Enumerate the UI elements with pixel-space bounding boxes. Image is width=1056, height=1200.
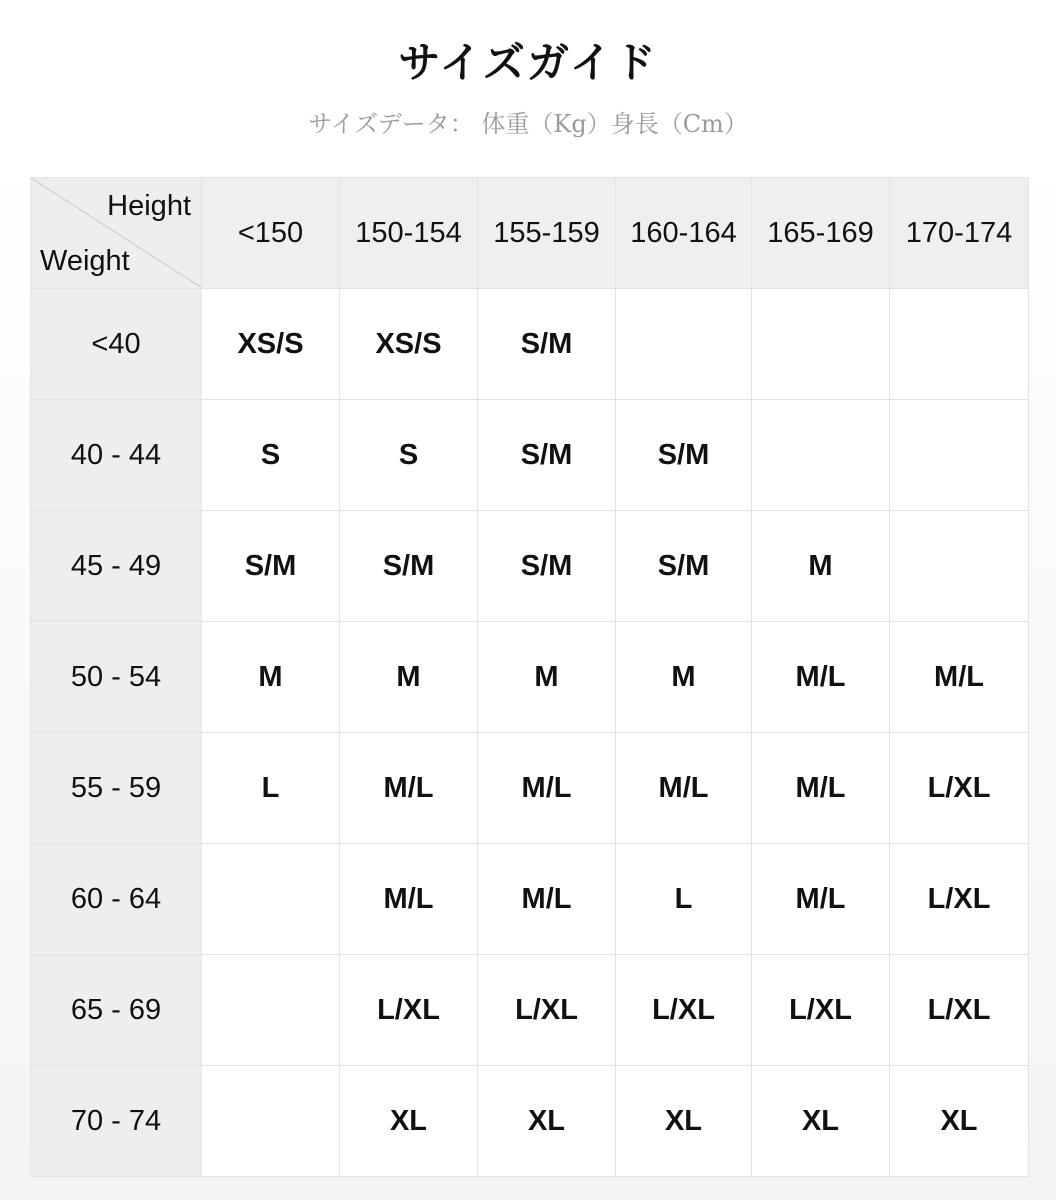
page-subtitle: サイズデータ： 体重（Kg）身長（Cm）: [308, 110, 748, 138]
table-row: [31, 733, 1029, 844]
page-title: サイズガイド: [398, 38, 658, 87]
size-cell: S/M: [616, 511, 752, 622]
size-cell: [890, 511, 1029, 622]
size-cell: M/L: [340, 733, 478, 844]
size-cell: XS/S: [202, 289, 340, 400]
size-cell: XL: [890, 1066, 1029, 1177]
size-cell: M: [202, 622, 340, 733]
size-cell: M/L: [478, 844, 616, 955]
size-cell: XL: [340, 1066, 478, 1177]
size-cell: XL: [478, 1066, 616, 1177]
weight-row-header: 70 - 74: [31, 1066, 202, 1177]
size-cell: M/L: [340, 844, 478, 955]
height-column-header: 165-169: [752, 178, 890, 289]
table-row: [31, 289, 1029, 400]
size-chart-table: [30, 177, 1029, 1177]
size-cell: S/M: [478, 511, 616, 622]
size-cell: [202, 955, 340, 1066]
size-cell: M: [616, 622, 752, 733]
height-axis-label: Height: [107, 190, 191, 222]
size-cell: [890, 400, 1029, 511]
size-cell: S/M: [478, 289, 616, 400]
size-cell: [752, 289, 890, 400]
height-column-header: <150: [202, 178, 340, 289]
weight-row-header: <40: [31, 289, 202, 400]
size-cell: M: [340, 622, 478, 733]
table-row: [31, 955, 1029, 1066]
height-column-header: 170-174: [890, 178, 1029, 289]
size-cell: XL: [752, 1066, 890, 1177]
size-cell: [202, 844, 340, 955]
height-column-header: 160-164: [616, 178, 752, 289]
height-column-header: 150-154: [340, 178, 478, 289]
size-cell: [752, 400, 890, 511]
corner-header-cell: [31, 178, 202, 289]
weight-axis-label: Weight: [40, 245, 130, 277]
size-cell: S: [202, 400, 340, 511]
table-row: [31, 400, 1029, 511]
size-cell: L: [616, 844, 752, 955]
size-cell: M: [752, 511, 890, 622]
size-cell: L: [202, 733, 340, 844]
table-row: [31, 1066, 1029, 1177]
weight-row-header: 65 - 69: [31, 955, 202, 1066]
weight-row-header: 50 - 54: [31, 622, 202, 733]
size-cell: XS/S: [340, 289, 478, 400]
size-cell: L/XL: [478, 955, 616, 1066]
table-row: [31, 511, 1029, 622]
size-cell: S/M: [478, 400, 616, 511]
size-cell: M/L: [890, 622, 1029, 733]
size-cell: M: [478, 622, 616, 733]
size-cell: XL: [616, 1066, 752, 1177]
size-cell: M/L: [478, 733, 616, 844]
size-cell: S/M: [616, 400, 752, 511]
table-row: [31, 622, 1029, 733]
size-cell: S: [340, 400, 478, 511]
table-row: [31, 844, 1029, 955]
weight-row-header: 55 - 59: [31, 733, 202, 844]
weight-row-header: 40 - 44: [31, 400, 202, 511]
size-cell: M/L: [616, 733, 752, 844]
header-row: [31, 178, 1029, 289]
size-cell: [616, 289, 752, 400]
size-table-body: [31, 289, 1029, 1177]
size-cell: L/XL: [890, 844, 1029, 955]
size-cell: M/L: [752, 622, 890, 733]
size-cell: S/M: [202, 511, 340, 622]
size-cell: L/XL: [890, 733, 1029, 844]
size-cell: [202, 1066, 340, 1177]
height-column-header: 155-159: [478, 178, 616, 289]
size-cell: L/XL: [752, 955, 890, 1066]
size-cell: M/L: [752, 733, 890, 844]
size-cell: L/XL: [616, 955, 752, 1066]
size-cell: [890, 289, 1029, 400]
weight-row-header: 60 - 64: [31, 844, 202, 955]
size-cell: L/XL: [890, 955, 1029, 1066]
size-cell: L/XL: [340, 955, 478, 1066]
size-cell: M/L: [752, 844, 890, 955]
size-cell: S/M: [340, 511, 478, 622]
weight-row-header: 45 - 49: [31, 511, 202, 622]
